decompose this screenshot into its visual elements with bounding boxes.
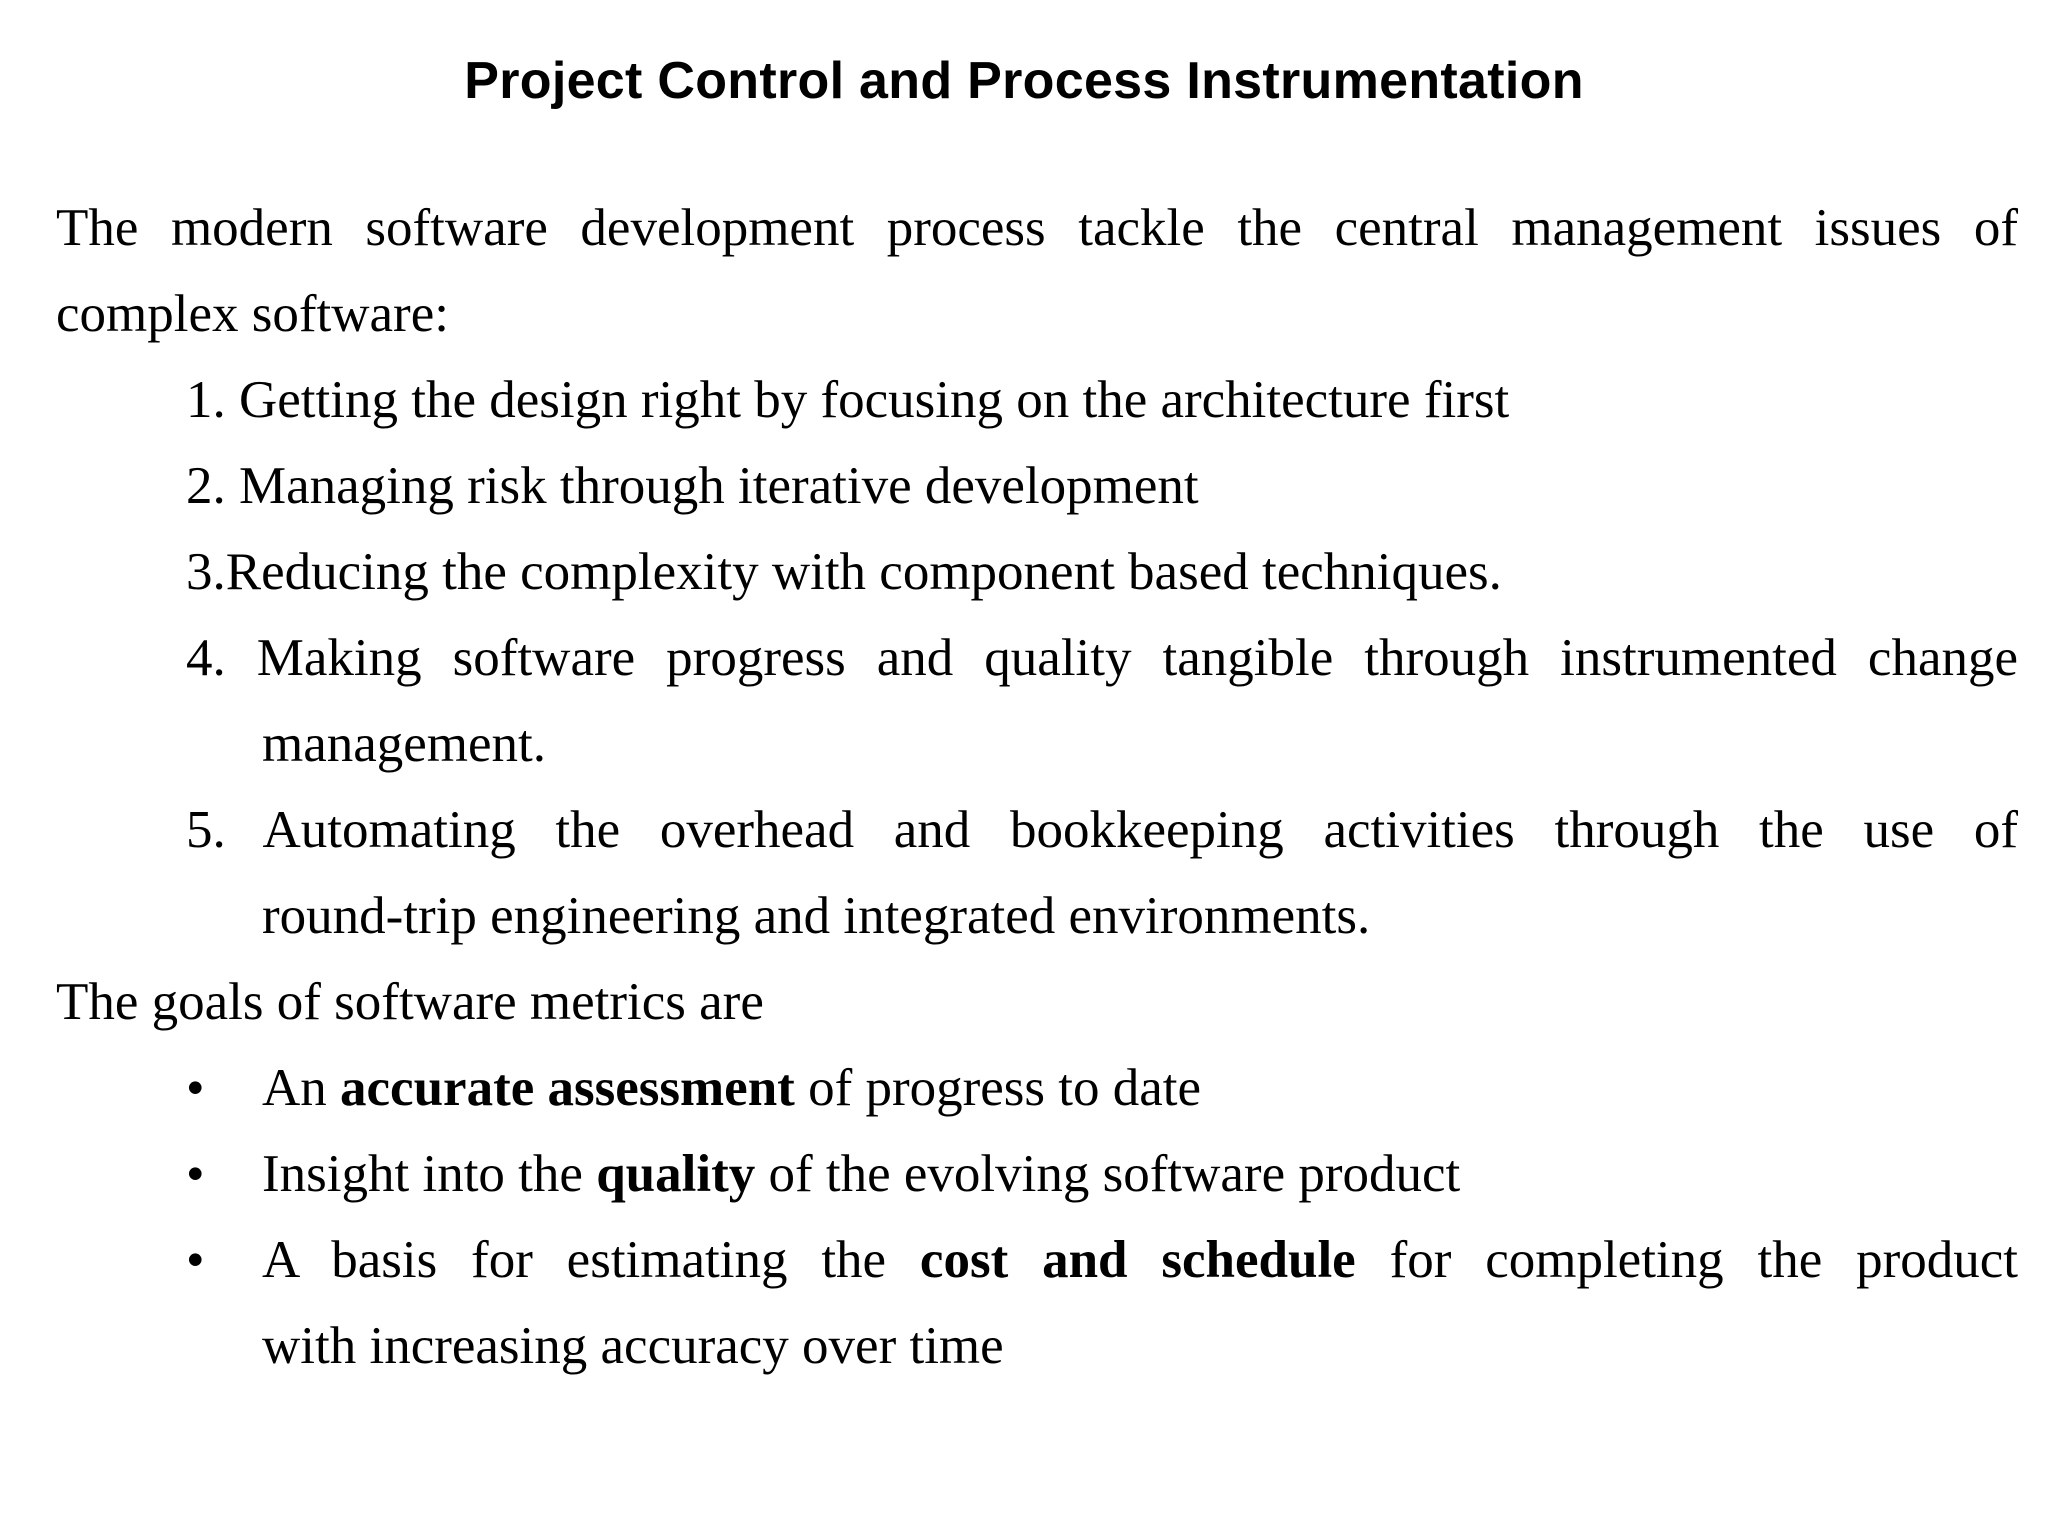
bullet-icon: • (186, 1059, 205, 1117)
numbered-item-5-line-1: 5. Automating the overhead and bookkeeping activities through the use of (186, 801, 2018, 859)
intro-line-2: complex software: (56, 285, 449, 343)
numbered-item-5-line-2: round-trip engineering and integrated environments. (262, 887, 1371, 945)
goal-item-3-line-2: with increasing accuracy over time (262, 1317, 1004, 1375)
goal-item-3-line-1 (262, 1217, 2018, 1303)
goal-item-1-text-after: of progress to date (794, 1059, 1202, 1117)
goal-item-2 (262, 1131, 1460, 1217)
goal-item-3-emphasis: cost and schedule (919, 1231, 1356, 1289)
numbered-item-4-line-1: 4. Making software progress and quality tangible through instrumented change (186, 629, 2018, 687)
numbered-item-1: 1. Getting the design right by focusing on the architecture first (186, 371, 1510, 429)
bullet-icon: • (186, 1145, 205, 1203)
goal-item-1-text-before: An (262, 1059, 341, 1117)
goal-item-2-text-after: of the evolving software product (755, 1145, 1461, 1203)
goal-item-2-text-before: Insight into the (262, 1145, 597, 1203)
goal-item-2-emphasis: quality (596, 1145, 756, 1203)
bullet-icon: • (186, 1231, 205, 1289)
goal-item-3-text-before: A basis for estimating the (262, 1231, 920, 1289)
goal-item-3-text-after: for completing the product (1355, 1231, 2018, 1289)
page-title: Project Control and Process Instrumentation (464, 52, 1584, 110)
numbered-item-3: 3.Reducing the complexity with component based techniques. (186, 543, 1502, 601)
numbered-item-2: 2. Managing risk through iterative development (186, 457, 1199, 515)
numbered-item-4-line-2: management. (262, 715, 547, 773)
intro-line-1: The modern software development process tackle the central management issues of (56, 199, 2018, 257)
goals-heading: The goals of software metrics are (56, 973, 764, 1031)
goal-item-1-emphasis: accurate assessment (340, 1059, 795, 1117)
goal-item-1 (262, 1045, 1201, 1131)
